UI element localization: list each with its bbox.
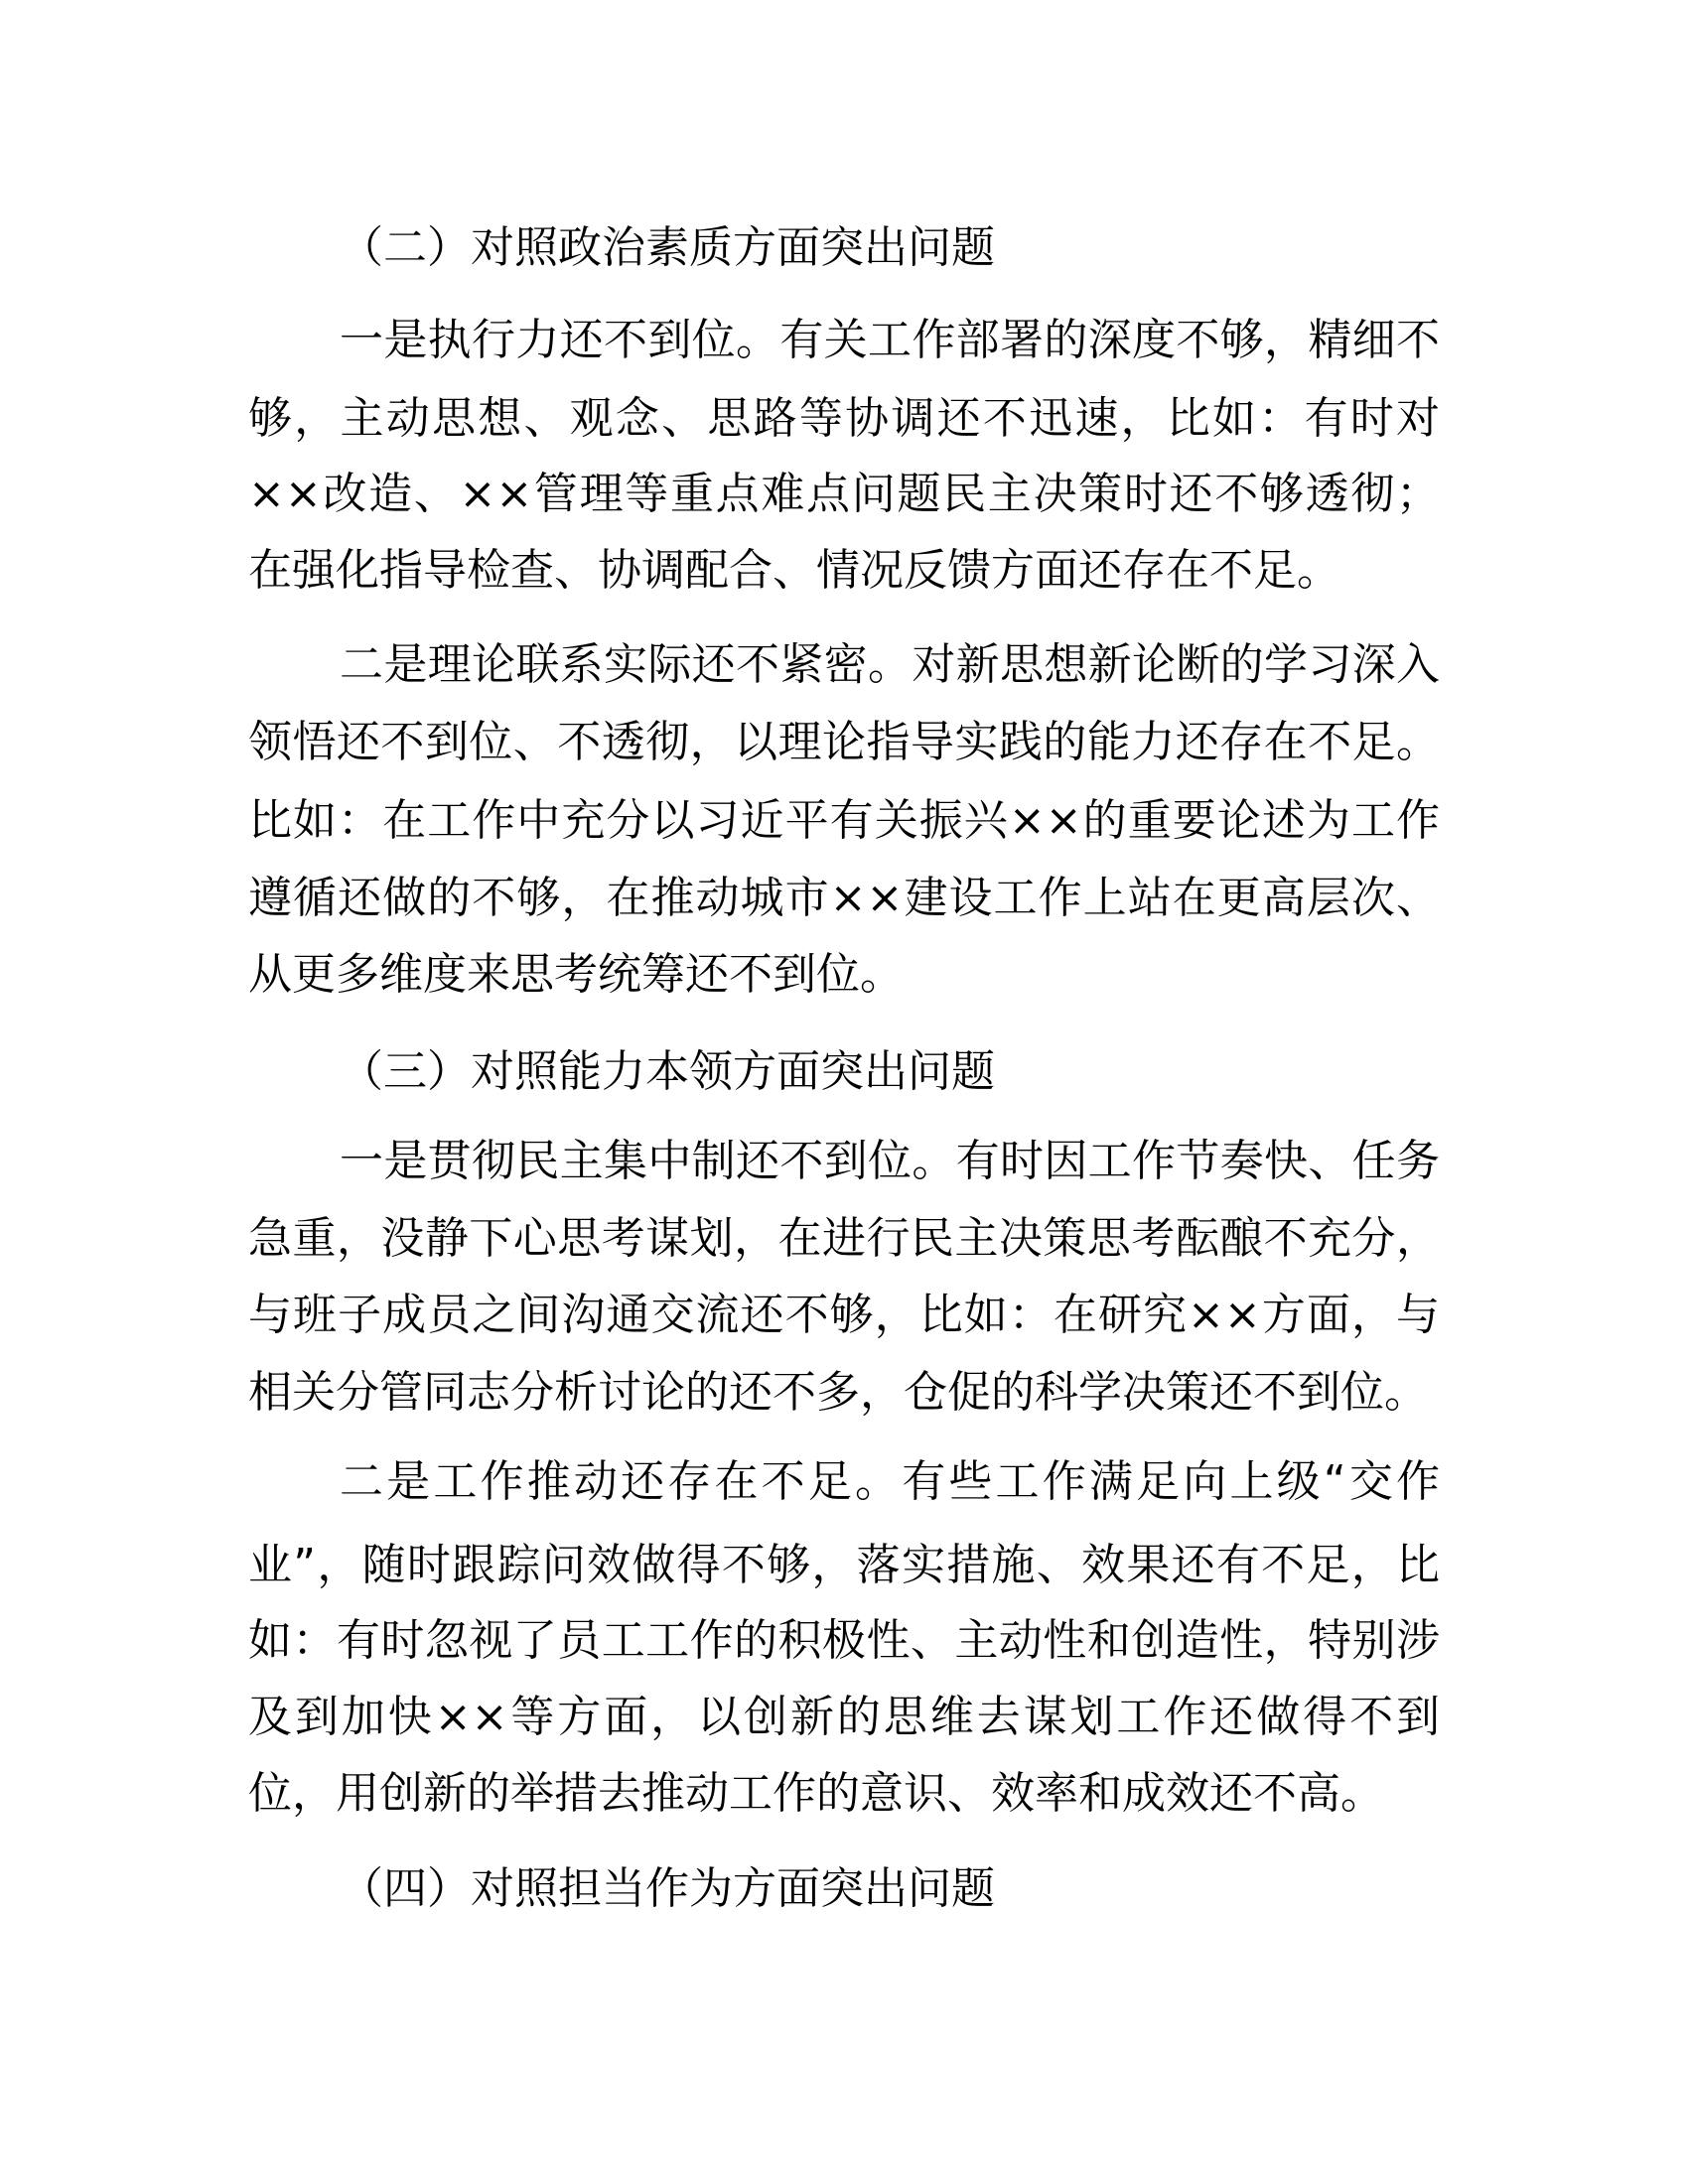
- paragraph-line: 位，用创新的举措去推动工作的意识、效率和成效还不高。: [248, 1768, 1384, 1819]
- paragraph-line: ××改造、××管理等重点难点问题民主决策时还不够透彻；: [248, 469, 1440, 519]
- section-heading-4: （四）对照担当作为方面突出问题: [340, 1863, 995, 1914]
- paragraph-line: 急重，没静下心思考谋划，在进行民主决策思考酝酿不充分，: [248, 1213, 1440, 1264]
- paragraph-line: 遵循还做的不够，在推动城市××建设工作上站在更高层次、: [248, 873, 1440, 923]
- paragraph-line: 二是工作推动还存在不足。有些工作满足向上级“交作: [340, 1456, 1440, 1507]
- paragraph-line: 二是理论联系实际还不紧密。对新思想新论断的学习深入: [340, 639, 1440, 690]
- paragraph-line: 与班子成员之间沟通交流还不够，比如：在研究××方面，与: [248, 1290, 1440, 1340]
- paragraph-line: 在强化指导检查、协调配合、情况反馈方面还存在不足。: [248, 545, 1340, 596]
- paragraph-line: 领悟还不到位、不透彻，以理论指导实践的能力还存在不足。: [248, 717, 1440, 767]
- paragraph-line: 够，主动思想、观念、思路等协调还不迅速，比如：有时对: [248, 393, 1440, 444]
- paragraph-line: 相关分管同志分析讨论的还不多，仓促的科学决策还不到位。: [248, 1367, 1428, 1418]
- section-heading-3: （三）对照能力本领方面突出问题: [340, 1046, 995, 1097]
- paragraph-line: 如：有时忽视了员工工作的积极性、主动性和创造性，特别涉: [248, 1615, 1440, 1666]
- paragraph-line: 及到加快××等方面，以创新的思维去谋划工作还做得不到: [248, 1692, 1440, 1742]
- paragraph-line: 一是贯彻民主集中制还不到位。有时因工作节奏快、任务: [340, 1136, 1440, 1186]
- paragraph-line: 一是执行力还不到位。有关工作部署的深度不够，精细不: [340, 315, 1440, 365]
- paragraph-line: 业”，随时跟踪问效做得不够，落实措施、效果还有不足，比: [248, 1540, 1440, 1590]
- section-heading-2: （二）对照政治素质方面突出问题: [340, 222, 995, 273]
- paragraph-line: 从更多维度来思考统筹还不到位。: [248, 949, 904, 1000]
- paragraph-line: 比如：在工作中充分以习近平有关振兴××的重要论述为工作: [248, 795, 1440, 846]
